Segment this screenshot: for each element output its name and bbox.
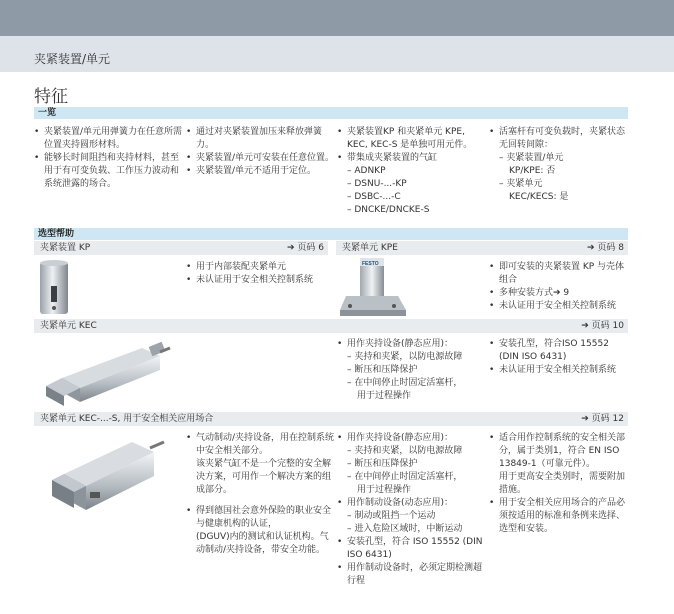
kec-col-a-sub: – 在中间停止时固定活塞杆， bbox=[347, 378, 463, 388]
overview-col2-item: • 通过对夹紧装置加压来释放弹簧力。 bbox=[186, 126, 336, 152]
kecs-col-b-sub: – 制动或阻挡一个运动 bbox=[347, 511, 436, 521]
kp-title-bar bbox=[34, 241, 328, 255]
kp-title: 夹紧装置 KP bbox=[40, 243, 91, 253]
kpe-feature: • 即可安装的夹紧装置 KP 与壳体组合 bbox=[489, 261, 629, 287]
kec-page-ref[interactable]: ➔ 页码 10 bbox=[581, 321, 624, 331]
overview-col3-sub: – ADNKP bbox=[347, 166, 386, 176]
kecs-col-a-para: (DGUV)内的测试和认证机构。气动制动/夹持设备，带安全功能。 bbox=[196, 532, 329, 555]
kec-col-a-item: • 用作夹持设备(静态应用)： bbox=[337, 338, 487, 351]
kec-product-image bbox=[42, 338, 172, 408]
kecs-col-b-sub: – 夹持和夹紧，以防电源故障 bbox=[347, 446, 463, 456]
overview-col4-sub: – 夹紧单元 bbox=[499, 179, 543, 189]
kp-page-ref[interactable]: ➔ 页码 6 bbox=[287, 243, 324, 253]
kec-col-a-sub: – 断压和压降保护 bbox=[347, 365, 418, 375]
overview-heading: 一览 bbox=[34, 107, 628, 119]
kecs-col-b-item: • 用作制动设备时，必须定期检测超行程 bbox=[337, 562, 487, 588]
kpe-feature: • 多种安装方式➔ 9 bbox=[489, 287, 629, 300]
kecs-col-a-para: 该夹紧气缸不是一个完整的安全解决方案，可用作一个解决方案的组成部分。 bbox=[196, 459, 332, 495]
kec-col-b bbox=[489, 338, 629, 377]
kpe-title-bar bbox=[336, 241, 628, 255]
kecs-col-b-item: • 用作夹持设备(静态应用)： bbox=[337, 432, 487, 445]
overview-col3-sub: – DSNU-...-KP bbox=[347, 179, 407, 189]
kecs-product-image bbox=[50, 434, 172, 520]
overview-col3-sub: – DNCKE/DNCKE-S bbox=[347, 205, 430, 215]
kecs-col-a bbox=[186, 432, 336, 557]
overview-col1-item: • 夹紧装置/单元用弹簧力在任意所需位置夹持圆形材料。 bbox=[34, 126, 184, 152]
kpe-page-ref[interactable]: ➔ 页码 8 bbox=[587, 243, 624, 253]
kpe-features bbox=[489, 261, 629, 313]
overview-col4-sub: KP/KPE: 否 bbox=[509, 166, 556, 176]
kecs-col-c bbox=[489, 432, 629, 536]
kecs-title: 夹紧单元 KEC-...-S, 用于安全相关应用场合 bbox=[40, 414, 214, 424]
overview-col1-item: • 能够长时间阻挡和夹持材料，甚至用于有可变负载、工作压力波动和系统泄露的场合。 bbox=[34, 152, 184, 191]
selection-heading: 选型帮助 bbox=[34, 228, 628, 240]
kecs-col-b-sub: – 在中间停止时固定活塞杆， bbox=[347, 472, 463, 482]
kecs-col-b-item: • 用作制动设备(动态应用)： bbox=[337, 497, 487, 510]
page-title: 特征 bbox=[34, 87, 68, 107]
header-title: 夹紧装置/单元 bbox=[34, 52, 111, 66]
kpe-feature: • 未认证用于安全相关控制系统 bbox=[489, 300, 629, 313]
overview-col4 bbox=[489, 126, 629, 204]
kec-col-a-sub: – 夹持和夹紧，以防电源故障 bbox=[347, 352, 463, 362]
kecs-col-b-item: • 安装孔型，符合 ISO 15552 (DIN ISO 6431) bbox=[337, 536, 487, 562]
kecs-col-c-para: 用于更高安全类别时，需要附加措施。 bbox=[499, 472, 626, 495]
kecs-col-c-item: • 用于安全相关应用场合的产品必须按适用的标准和条例来选择、选型和安装。 bbox=[489, 497, 629, 536]
overview-col3 bbox=[337, 126, 487, 217]
overview-col2-item: • 夹紧装置/单元不适用于定位。 bbox=[186, 165, 336, 178]
kp-feature: • 未认证用于安全相关控制系统 bbox=[186, 274, 334, 287]
kec-col-a bbox=[337, 338, 487, 403]
top-bar bbox=[0, 0, 674, 36]
kp-product-image bbox=[34, 258, 74, 316]
kp-feature: • 用于内部装配夹紧单元 bbox=[186, 261, 334, 274]
kecs-col-c-item: • 适合用作控制系统的安全相关部分，属于类别1，符合 EN ISO 13849-1（可靠元件）。 bbox=[489, 432, 629, 471]
overview-col4-sub: KEC/KECS: 是 bbox=[509, 192, 569, 202]
kpe-product-image bbox=[338, 256, 410, 318]
overview-col3-item: • 夹紧装置KP 和夹紧单元 KPE, KEC, KEC-S 是单独可用元件。 bbox=[337, 126, 487, 152]
kecs-col-b-sub: – 断压和压降保护 bbox=[347, 459, 418, 469]
kecs-col-b-sub: 用于过程操作 bbox=[357, 485, 412, 495]
kp-features bbox=[186, 261, 334, 287]
kecs-col-b bbox=[337, 432, 487, 588]
overview-col4-item: • 活塞杆有可变负载时，夹紧状态无回转间隙： bbox=[489, 126, 629, 152]
overview-col4-sub: – 夹紧装置/单元 bbox=[499, 153, 564, 163]
kecs-col-b-sub: – 进入危险区域时，中断运动 bbox=[347, 524, 463, 534]
kec-col-a-sub: 用于过程操作 bbox=[357, 391, 412, 401]
kpe-festo-label: FESTO bbox=[362, 261, 379, 267]
overview-col3-sub: – DSBC-...-C bbox=[347, 192, 401, 202]
kec-col-b-item: • 安装孔型，符合ISO 15552 (DIN ISO 6431) bbox=[489, 338, 629, 364]
overview-col3-item: • 带集成夹紧装置的气缸 bbox=[337, 152, 487, 165]
kec-title-bar bbox=[34, 319, 628, 333]
kecs-col-a-item: • 气动制动/夹持设备，用在控制系统中安全相关部分。 bbox=[186, 432, 336, 458]
kecs-page-ref[interactable]: ➔ 页码 12 bbox=[581, 414, 624, 424]
overview-col1 bbox=[34, 126, 184, 191]
overview-col2-item: • 夹紧装置/单元可安装在任意位置。 bbox=[186, 152, 336, 165]
kec-title: 夹紧单元 KEC bbox=[40, 321, 97, 331]
kpe-title: 夹紧单元 KPE bbox=[342, 243, 398, 253]
kec-col-b-item: • 未认证用于安全相关控制系统 bbox=[489, 364, 629, 377]
kecs-title-bar bbox=[34, 412, 628, 426]
overview-col2 bbox=[186, 126, 336, 178]
kecs-col-a-item: • 得到德国社会意外保险的职业安全与健康机构的认证， bbox=[186, 505, 336, 531]
